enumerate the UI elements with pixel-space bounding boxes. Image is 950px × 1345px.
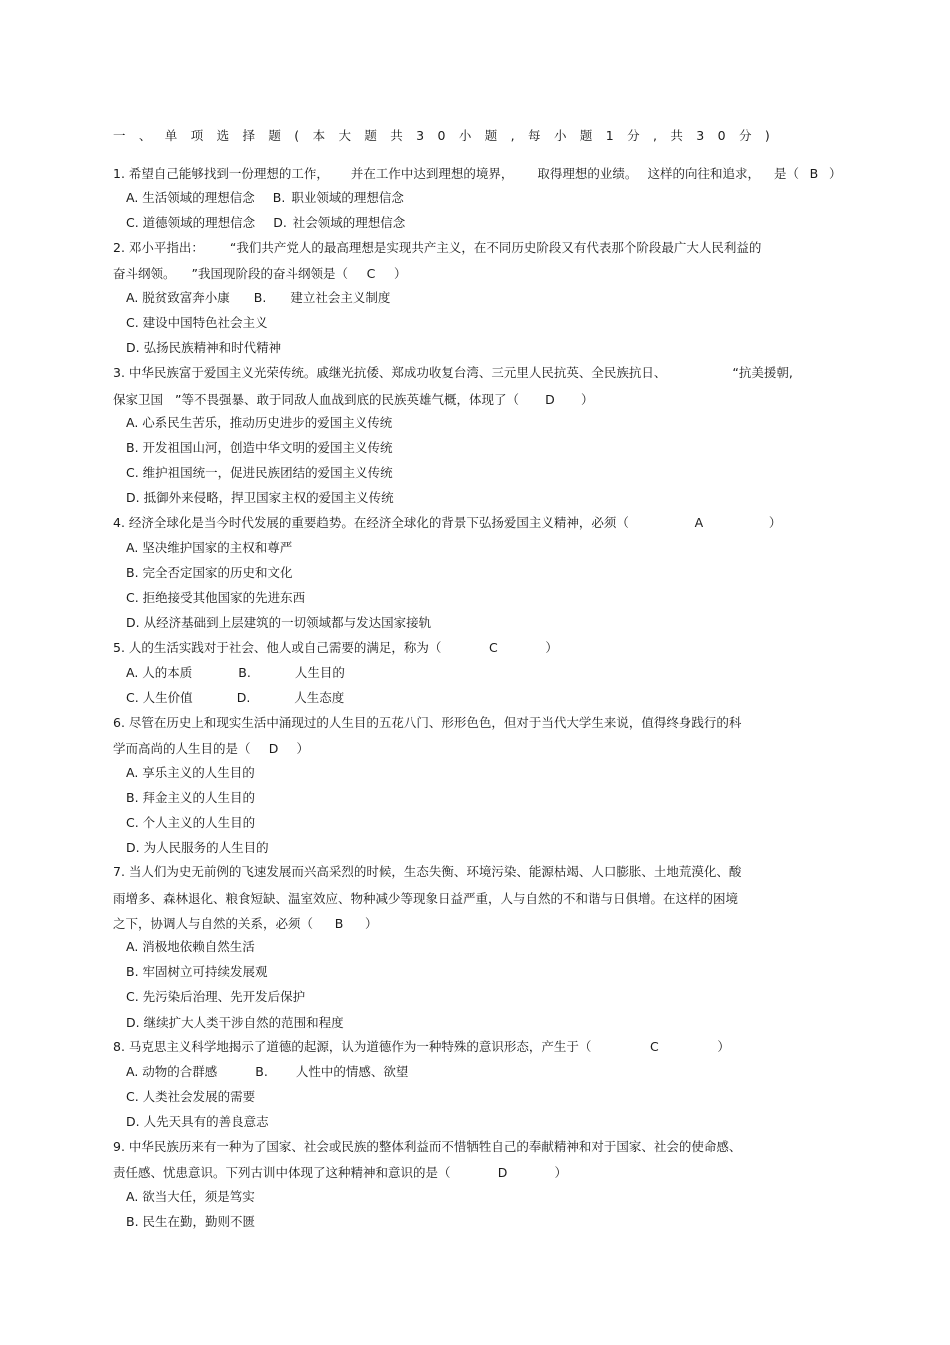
answer-letter: C [650,1039,659,1054]
question-4 [113,515,781,531]
option-a: A. 坚决维护国家的主权和尊严 [126,540,293,555]
question-text: ） [554,1165,568,1180]
option-b: 职业领域的理想信念 [291,190,404,205]
question-text: 2. 邓小平指出： [113,240,204,255]
answer-letter: D [545,392,555,407]
question-7-cont: 雨增多、森林退化、粮食短缺、温室效应、物种减少等现象日益严重，人与自然的不和谐与日俱增。在这样的困境 [113,891,739,906]
option-d: D. 继续扩大人类干涉自然的范围和程度 [126,1015,344,1030]
option-a: A. 享乐主义的人生目的 [126,765,255,780]
question-3 [113,365,793,381]
question-2-cont [113,266,407,282]
option-d: D. 从经济基础到上层建筑的一切领域都与发达国家接轨 [126,615,432,630]
option-c: C. 建设中国特色社会主义 [126,315,268,330]
question-text: 4. 经济全球化是当今时代发展的重要趋势。在经济全球化的背景下弘扬爱国主义精神，必须（ [113,515,629,530]
option-b-letter: B. [253,290,267,305]
question-2 [113,240,761,256]
question-text: ） [717,1039,730,1054]
question-1 [113,166,841,182]
answer-letter: D [497,1165,508,1180]
question-text: ） [365,916,378,931]
question-8 [113,1039,730,1055]
option-b: 人生目的 [294,665,345,680]
question-text: 学而高尚的人生目的是（ [113,741,251,756]
option-a: A. 消极地依赖自然生活 [126,939,255,954]
option-c: C. 人生价值 [126,690,193,705]
option-d: 社会领域的理想信念 [292,215,406,230]
question-text: 奋斗纲领。 [113,266,176,281]
question-text: ） [296,741,310,756]
question-7-cont [113,916,378,932]
option-b: 建立社会主义制度 [290,290,391,305]
answer-letter: C [489,640,498,655]
answer-letter: C [366,266,376,281]
question-text: ） [581,392,594,407]
option-b: 人性中的情感、欲望 [295,1064,409,1079]
option-line [126,690,344,706]
question-text: 5. 人的生活实践对于社会、他人或自己需要的满足，称为（ [113,640,442,655]
question-text: 并在工作中达到理想的境界， [350,166,514,181]
question-6-cont [113,741,309,757]
question-text: 8. 马克思主义科学地揭示了道德的起源，认为道德作为一种特殊的意识形态，产生于（ [113,1039,592,1054]
question-text: ） [545,640,558,655]
question-text: ） [394,266,407,281]
answer-letter: A [694,515,704,530]
question-text: 这样的向往和追求， [647,166,760,181]
answer-letter: B [334,916,344,931]
question-9-cont [113,1165,567,1181]
option-c: C. 个人主义的人生目的 [126,815,256,830]
question-5 [113,640,558,656]
question-text: 取得理想的业绩。 [537,166,638,181]
question-7: 7. 当人们为史无前例的飞速发展而兴高采烈的时候，生态失衡、环境污染、能源枯竭、人口膨胀、土地荒漠化、酸 [113,864,742,879]
question-text: 之下，协调人与自然的关系，必须（ [113,916,314,931]
option-d: D. 人先天具有的善良意志 [126,1114,269,1129]
section-heading: 一、单项选择题(本大题共30小题,每小题1分,共30分) [113,128,784,143]
question-6: 6. 尽管在历史上和现实生活中涌现过的人生目的五花八门、形形色色，但对于当代大学生来说，值得终身践行的科 [113,715,742,730]
answer-letter: D [268,741,279,756]
option-a: A. 人的本质 [126,665,193,680]
option-c: C. 先污染后治理、先开发后保护 [126,989,306,1004]
option-b-letter: B. [255,1064,268,1079]
option-d: D. 为人民服务的人生目的 [126,840,269,855]
question-text: ”等不畏强暴、敢于同敌人血战到底的民族英雄气概，体现了（ [175,392,519,407]
option-a: A. 生活领域的理想信念 [126,190,255,205]
question-text: 保家卫国 [113,392,164,407]
question-text: ） [768,515,782,530]
option-a: A. 欲当大任，须是笃实 [126,1189,255,1204]
answer-letter: B [809,166,819,181]
option-a: A. 脱贫致富奔小康 [126,290,230,305]
option-c: C. 拒绝接受其他国家的先进东西 [126,590,306,605]
option-d: D. 弘扬民族精神和时代精神 [126,340,282,355]
option-d-letter: D. [236,690,251,705]
option-b: B. 牢固树立可持续发展观 [126,964,268,979]
question-9: 9. 中华民族历来有一种为了国家、社会或民族的整体利益而不惜牺牲自己的奉献精神和对于国家、社会的使命感、 [113,1139,742,1154]
option-b: B. 拜金主义的人生目的 [126,790,256,805]
question-text: 1. 希望自己能够找到一份理想的工作， [113,166,329,181]
question-text: “抗美援朝, [732,365,793,380]
option-d: D. 抵御外来侵略，捍卫国家主权的爱国主义传统 [126,490,394,505]
question-text: 3. 中华民族富于爱国主义光荣传统。戚继光抗倭、郑成功收复台湾、三元里人民抗英、全民族抗日、 [113,365,667,380]
question-text: “我们共产党人的最高理想是实现共产主义，在不同历史阶段又有代表那个阶段最广大人民利益的 [229,240,762,255]
option-b-letter: B. [238,665,251,680]
option-line [126,290,390,306]
question-text: 是（ [773,166,799,181]
option-b: B. 开发祖国山河，创造中华文明的爱国主义传统 [126,440,393,455]
option-line [126,215,405,231]
option-c: C. 维护祖国统一，促进民族团结的爱国主义传统 [126,465,393,480]
option-line [126,1064,408,1080]
option-b-letter: B. [272,190,286,205]
option-line [126,665,345,681]
question-3-cont [113,392,594,408]
option-c: C. 道德领域的理想信念 [126,215,256,230]
option-d-letter: D. [273,215,287,230]
question-text: ） [828,166,842,181]
option-a: A. 心系民生苦乐，推动历史进步的爱国主义传统 [126,415,393,430]
option-d: 人生态度 [294,690,345,705]
option-a: A. 动物的合群感 [126,1064,218,1079]
question-text: ”我国现阶段的奋斗纲领是（ [191,266,348,281]
option-b: B. 民生在勤，勤则不匮 [126,1214,256,1229]
question-text: 责任感、忧患意识。下列古训中体现了这种精神和意识的是（ [113,1165,451,1180]
option-line [126,190,404,206]
option-b: B. 完全否定国家的历史和文化 [126,565,293,580]
option-c: C. 人类社会发展的需要 [126,1089,256,1104]
